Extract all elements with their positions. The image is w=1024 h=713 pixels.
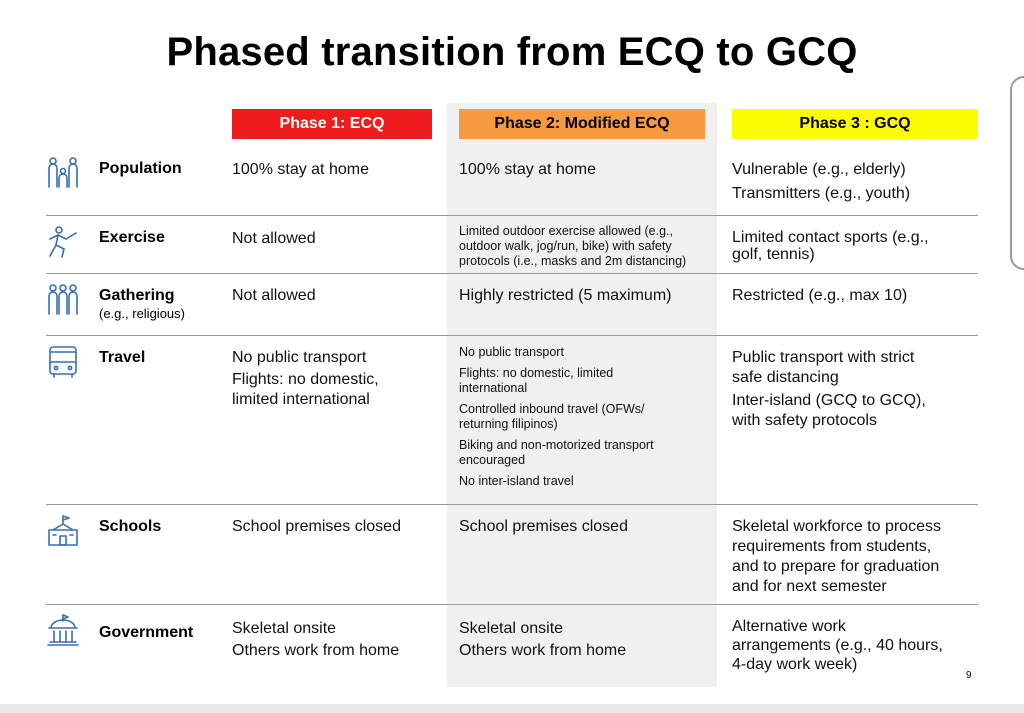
row-label-travel: Travel <box>99 349 146 366</box>
row-label-gathering: Gathering <box>99 287 175 304</box>
row-divider <box>46 504 978 505</box>
family-icon <box>46 156 80 190</box>
row-label-population: Population <box>99 160 182 177</box>
phase-1-header: Phase 1: ECQ <box>232 109 432 139</box>
exercise-phase-2: Limited outdoor exercise allowed (e.g., outdoor walk, jog/run, bike) with safety protocols (i.e., masks and 2m distancing) <box>459 224 687 268</box>
page-number: 9 <box>966 670 972 681</box>
row-label-schools: Schools <box>99 518 162 535</box>
exercise-phase-1: Not allowed <box>232 230 316 247</box>
row-label-exercise: Exercise <box>99 229 165 246</box>
row-sublabel-gathering: (e.g., religious) <box>99 306 185 321</box>
schools-phase-1: School premises closed <box>232 518 401 535</box>
bus-icon <box>46 345 80 379</box>
gathering-phase-3: Restricted (e.g., max 10) <box>732 287 908 304</box>
gathering-phase-1: Not allowed <box>232 287 316 304</box>
row-divider <box>46 335 978 336</box>
schools-phase-3: Skeletal workforce to process requirements from students, and to prepare for graduation and for next semester <box>732 518 941 595</box>
next-slide-edge <box>1010 76 1024 270</box>
phase-2-header: Phase 2: Modified ECQ <box>459 109 705 139</box>
phase-3-header: Phase 3 : GCQ <box>732 109 978 139</box>
travel-phase-3: Public transport with strict safe distancing Inter-island (GCQ to GCQ), with safety protocols <box>732 349 926 429</box>
page-title: Phased transition from ECQ to GCQ <box>166 30 858 74</box>
exercise-phase-3: Limited contact sports (e.g., golf, tennis) <box>732 229 929 263</box>
row-label-government: Government <box>99 624 194 641</box>
group-icon <box>46 283 80 317</box>
row-divider <box>46 604 978 605</box>
government-phase-2: Skeletal onsite Others work from home <box>459 620 627 659</box>
population-phase-2: 100% stay at home <box>459 161 596 178</box>
row-divider <box>46 215 978 216</box>
government-building-icon <box>46 614 80 648</box>
bottom-bar <box>0 704 1024 713</box>
government-phase-3: Alternative work arrangements (e.g., 40 hours, 4-day work week) <box>732 618 943 673</box>
population-phase-1: 100% stay at home <box>232 161 369 178</box>
school-icon <box>46 514 80 548</box>
travel-phase-2: No public transport Flights: no domestic, limited international Controlled inbound travel (OFWs/ returning filipinos) Biking and non-motorized transport encouraged No inter-island travel <box>459 345 654 488</box>
population-phase-3: Vulnerable (e.g., elderly) Transmitters (e.g., youth) <box>732 161 911 202</box>
travel-phase-1: No public transport Flights: no domestic, limited international <box>232 349 379 408</box>
exercise-icon <box>46 225 80 259</box>
schools-phase-2: School premises closed <box>459 518 628 535</box>
government-phase-1: Skeletal onsite Others work from home <box>232 620 400 659</box>
gathering-phase-2: Highly restricted (5 maximum) <box>459 287 672 304</box>
row-divider <box>46 273 978 274</box>
